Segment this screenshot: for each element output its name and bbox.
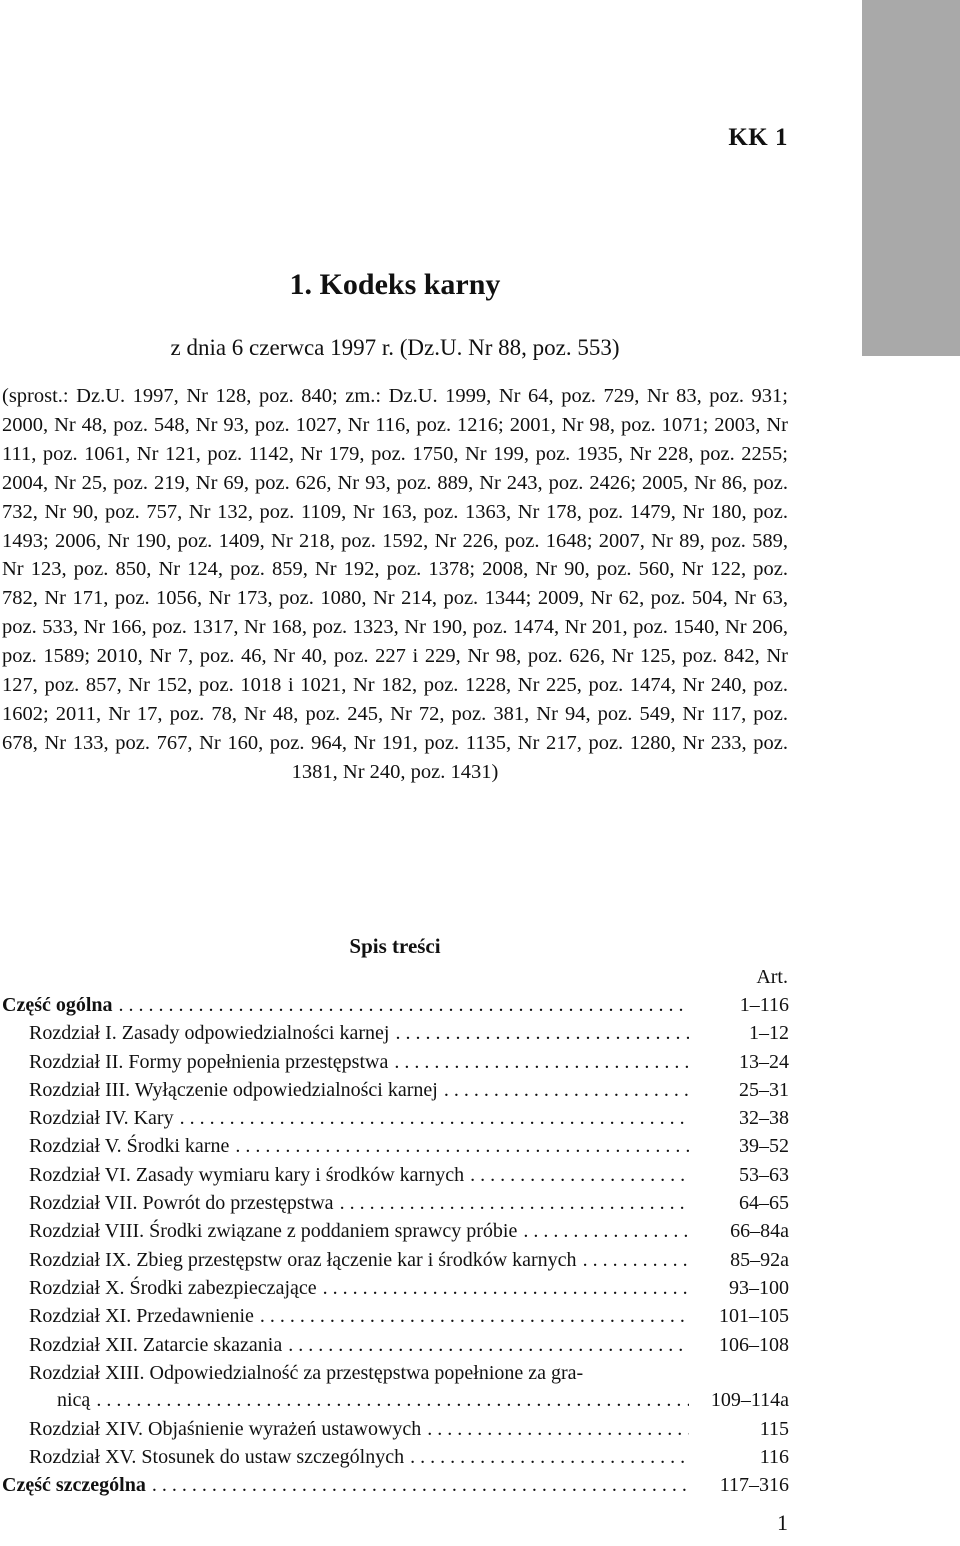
- toc-entry-label: Część ogólna: [2, 994, 113, 1016]
- toc-leader-dots: [152, 1471, 689, 1499]
- toc-entry-range: 117–316: [719, 1474, 789, 1497]
- page-number: 1: [777, 1510, 788, 1535]
- toc-leader-dots: [394, 1048, 689, 1076]
- toc-entry-range: 53–63: [739, 1163, 789, 1186]
- toc-entry: [2, 1189, 789, 1217]
- toc-entry: [2, 1443, 789, 1471]
- toc-entry-range: 32–38: [739, 1107, 789, 1130]
- toc-entry: [2, 1331, 789, 1359]
- toc-entry-label: Rozdział I. Zasady odpowiedzialności karnej: [29, 1022, 390, 1045]
- toc-entry-range: 25–31: [739, 1078, 789, 1101]
- toc-leader-dots: [119, 991, 689, 1019]
- toc-entry-label: Rozdział XI. Przedawnienie: [29, 1305, 254, 1328]
- toc-entry-label: Rozdział III. Wyłączenie odpowiedzialności karnej: [29, 1078, 438, 1101]
- toc-entry-range: 1–12: [749, 1022, 789, 1045]
- toc-entry-label: Rozdział XIV. Objaśnienie wyrażeń ustawowych: [29, 1417, 422, 1440]
- toc-entry-label: Część szczególna: [2, 1474, 146, 1497]
- toc-entry: [2, 1274, 789, 1302]
- toc-entry-label: Rozdział XIII. Odpowiedzialność za przestępstwa popełnione za gra-: [29, 1361, 584, 1384]
- toc-entry-range: 64–65: [739, 1192, 789, 1215]
- toc-entry-continuation: [2, 1386, 789, 1414]
- toc-entry: [2, 1048, 789, 1076]
- toc-entry: [2, 1415, 789, 1443]
- toc-entry: [2, 1359, 789, 1387]
- toc-leader-dots: [427, 1415, 689, 1443]
- table-of-contents: [2, 991, 789, 1500]
- toc-leader-dots: [288, 1331, 689, 1359]
- toc-entry-label-continuation: nicą: [57, 1389, 91, 1412]
- toc-part-entry: [2, 991, 789, 1019]
- toc-entry: [2, 1246, 789, 1274]
- toc-leader-dots: [180, 1104, 689, 1132]
- running-header-code: KK 1: [728, 124, 788, 151]
- toc-entry-range: 66–84a: [730, 1220, 789, 1243]
- toc-entry-label: Rozdział VII. Powrót do przestępstwa: [29, 1192, 334, 1215]
- toc-entry-label: Rozdział II. Formy popełnienia przestępstwa: [29, 1050, 389, 1073]
- toc-leader-dots: [583, 1246, 689, 1274]
- toc-leader-dots: [323, 1274, 689, 1302]
- toc-entry-range: 101–105: [719, 1305, 789, 1328]
- toc-entry-range: 109–114a: [710, 1389, 789, 1412]
- toc-entry-range: 39–52: [739, 1135, 789, 1158]
- toc-entry: [2, 1104, 789, 1132]
- toc-entry: [2, 1161, 789, 1189]
- toc-entry: [2, 1217, 789, 1245]
- toc-entry-label: Rozdział VIII. Środki związane z poddaniem sprawcy próbie: [29, 1220, 518, 1243]
- toc-leader-dots: [410, 1443, 689, 1471]
- toc-leader-dots: [444, 1076, 689, 1104]
- toc-art-column-header: Art.: [756, 966, 788, 988]
- toc-leader-dots: [470, 1161, 689, 1189]
- side-thumb-tab: [862, 0, 960, 356]
- document-subtitle: z dnia 6 czerwca 1997 r. (Dz.U. Nr 88, poz. 553): [170, 335, 620, 360]
- toc-entry-range: 85–92a: [730, 1248, 789, 1271]
- toc-entry-range: 106–108: [719, 1333, 789, 1356]
- toc-entry-label: Rozdział VI. Zasady wymiaru kary i środków karnych: [29, 1163, 465, 1186]
- document-title: 1. Kodeks karny: [289, 268, 501, 301]
- toc-entry-label: Rozdział IX. Zbieg przestępstw oraz łączenie kar i środków karnych: [29, 1248, 577, 1271]
- toc-entry-range: 13–24: [739, 1050, 789, 1073]
- toc-entry-label: Rozdział X. Środki zabezpieczające: [29, 1276, 317, 1299]
- toc-entry-label: Rozdział V. Środki karne: [29, 1135, 230, 1158]
- amendments-paragraph: (sprost.: Dz.U. 1997, Nr 128, poz. 840; zm.: Dz.U. 1999, Nr 64, poz. 729, Nr 83, poz. 931; 2000, Nr 48, poz. 548, Nr 93, poz. 1027, Nr 116, poz. 1216; 2001, Nr 98, poz. 1071; 2003, Nr 111, poz. 1061, Nr 121, poz. 1142, Nr 179, poz. 1750, Nr 199, poz. 1935, Nr 228, poz. 2255; 2004, Nr 25, poz. 219, Nr 69, poz. 626, Nr 93, poz. 889, Nr 243, poz. 2426; 2005, Nr 86, poz. 732, Nr 90, poz. 757, Nr 132, poz. 1109, Nr 163, poz. 1363, Nr 178, poz. 1479, Nr 180, poz. 1493; 2006, Nr 190, poz. 1409, Nr 218, poz. 1592, Nr 226, poz. 1648; 2007, Nr 89, poz. 589, Nr 123, poz. 850, Nr 124, poz. 859, Nr 192, poz. 1378; 2008, Nr 90, poz. 560, Nr 122, poz. 782, Nr 171, poz. 1056, Nr 173, poz. 1080, Nr 214, poz. 1344; 2009, Nr 62, poz. 504, Nr 63, poz. 533, Nr 166, poz. 1317, Nr 168, poz. 1323, Nr 190, poz. 1474, Nr 201, poz. 1540, Nr 206, poz. 1589; 2010, Nr 7, poz. 46, Nr 40, poz. 227 i 229, Nr 98, poz. 626, Nr 125, poz. 842, Nr 127, poz. 857, Nr 152, poz. 1018 i 1021, Nr 182, poz. 1228, Nr 225, poz. 1474, Nr 240, poz. 1602; 2011, Nr 17, poz. 78, Nr 48, poz. 245, Nr 72, poz. 381, Nr 94, poz. 549, Nr 117, poz. 678, Nr 133, poz. 767, Nr 160, poz. 964, Nr 191, poz. 1135, Nr 217, poz. 1280, Nr 233, poz. 1381, Nr 240, poz. 1431): [2, 385, 788, 783]
- toc-entry-range: 115: [759, 1417, 789, 1440]
- toc-entry-range: 93–100: [729, 1276, 789, 1299]
- toc-part-entry: [2, 1471, 789, 1499]
- toc-leader-dots: [523, 1217, 689, 1245]
- toc-entry: [2, 1076, 789, 1104]
- toc-entry-range: 116: [759, 1445, 789, 1468]
- toc-leader-dots: [395, 1019, 689, 1047]
- toc-leader-dots: [340, 1189, 689, 1217]
- toc-entry-label: Rozdział XII. Zatarcie skazania: [29, 1333, 283, 1356]
- toc-entry: [2, 1132, 789, 1160]
- toc-entry-label: Rozdział XV. Stosunek do ustaw szczególnych: [29, 1445, 405, 1468]
- toc-entry: [2, 1302, 789, 1330]
- toc-entry-range: 1–116: [739, 994, 789, 1016]
- toc-title: Spis treści: [349, 934, 441, 958]
- toc-leader-dots: [260, 1302, 689, 1330]
- toc-entry: [2, 1019, 789, 1047]
- toc-leader-dots: [96, 1386, 689, 1414]
- toc-leader-dots: [235, 1132, 689, 1160]
- toc-entry-label: Rozdział IV. Kary: [29, 1107, 174, 1130]
